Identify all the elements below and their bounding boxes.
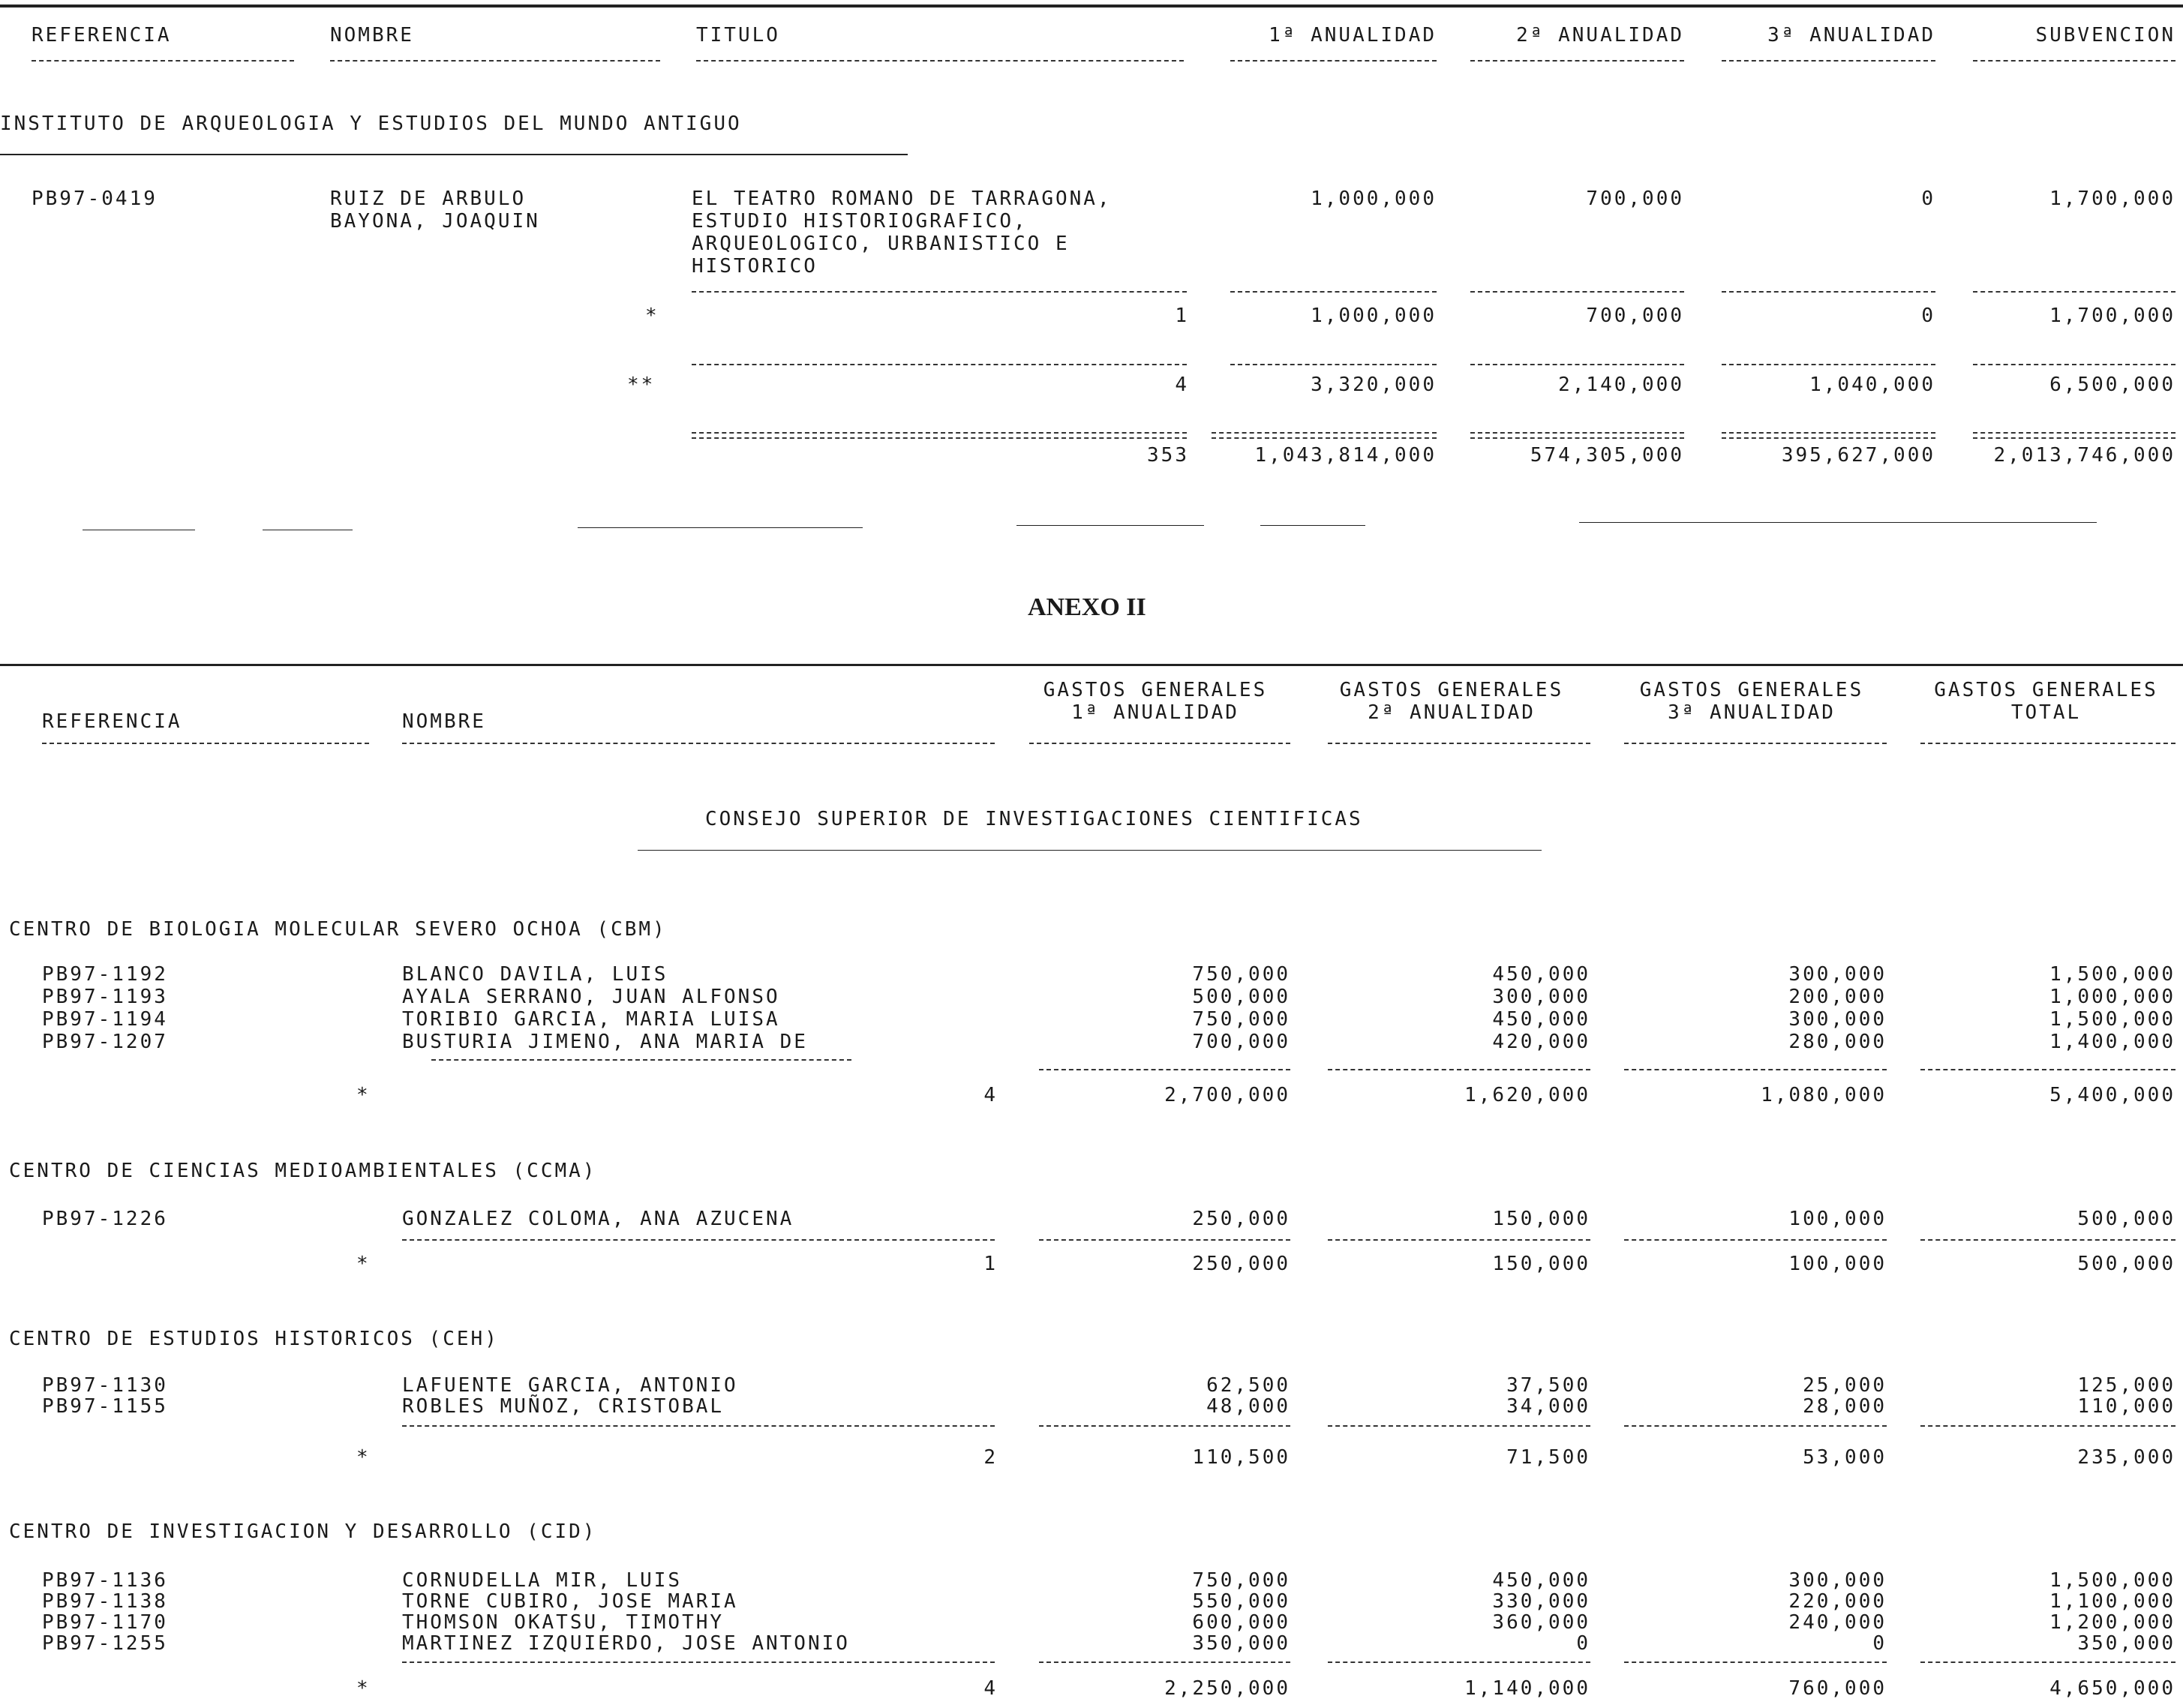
group-total-rule bbox=[1624, 1239, 1887, 1241]
group-total-g2: 1,140,000 bbox=[1464, 1677, 1590, 1700]
annex-header-ref: REFERENCIA bbox=[42, 710, 182, 733]
header-a1: 1ª ANUALIDAD bbox=[1269, 24, 1437, 47]
group-total-g1: 2,250,000 bbox=[1164, 1677, 1290, 1700]
row-g1: 350,000 bbox=[1192, 1632, 1290, 1655]
group-total-count: 4 bbox=[983, 1084, 998, 1106]
row-sub: 1,700,000 bbox=[2049, 188, 2175, 210]
group-total-rule bbox=[1920, 1239, 2175, 1241]
row-ref: PB97-1136 bbox=[42, 1569, 168, 1592]
row-gt: 1,500,000 bbox=[2049, 1008, 2175, 1031]
group-total-gt: 4,650,000 bbox=[2049, 1677, 2175, 1700]
row-name: AYALA SERRANO, JUAN ALFONSO bbox=[402, 986, 780, 1008]
subtotal-count: 1 bbox=[1175, 305, 1189, 327]
group-total-g1: 2,700,000 bbox=[1164, 1084, 1290, 1106]
row-name: GONZALEZ COLOMA, ANA AZUCENA bbox=[402, 1208, 794, 1230]
row-ref: PB97-1255 bbox=[42, 1632, 168, 1655]
group-total-gt: 235,000 bbox=[2077, 1446, 2175, 1469]
header-nombre: NOMBRE bbox=[330, 24, 414, 47]
row-g2: 0 bbox=[1576, 1632, 1590, 1655]
institute-rule bbox=[0, 154, 908, 155]
annex-header-underline bbox=[402, 743, 995, 744]
group-total-g3: 53,000 bbox=[1803, 1446, 1887, 1469]
institute-title: INSTITUTO DE ARQUEOLOGIA Y ESTUDIOS DEL MUNDO ANTIGUO bbox=[0, 113, 742, 135]
annex-header-underline bbox=[1920, 743, 2175, 744]
group-total-count: 4 bbox=[983, 1677, 998, 1700]
grand-a2: 574,305,000 bbox=[1530, 444, 1684, 467]
group-total-rule bbox=[1328, 1661, 1590, 1663]
header-titulo: TITULO bbox=[696, 24, 780, 47]
grand-total-rule bbox=[1722, 432, 1935, 439]
annex-header-g1: GASTOS GENERALES 1ª ANUALIDAD bbox=[1043, 679, 1268, 724]
row-g3: 0 bbox=[1872, 1632, 1887, 1655]
subtotal-mark: * bbox=[645, 305, 659, 327]
total2-rule bbox=[1722, 364, 1935, 365]
row-g2: 330,000 bbox=[1492, 1590, 1590, 1613]
center-name: CENTRO DE INVESTIGACION Y DESARROLLO (CID) bbox=[9, 1520, 597, 1543]
row-g2: 420,000 bbox=[1492, 1031, 1590, 1053]
row-g3: 300,000 bbox=[1788, 963, 1887, 986]
row-g1: 48,000 bbox=[1206, 1395, 1290, 1418]
row-gt: 500,000 bbox=[2077, 1208, 2175, 1230]
group-total-rule bbox=[1624, 1425, 1887, 1427]
row-gt: 1,400,000 bbox=[2049, 1031, 2175, 1053]
row-g1: 600,000 bbox=[1192, 1611, 1290, 1634]
row-ref: PB97-1155 bbox=[42, 1395, 168, 1418]
grand-count: 353 bbox=[1147, 444, 1189, 467]
group-total-g2: 71,500 bbox=[1506, 1446, 1590, 1469]
grand-total-rule bbox=[692, 432, 1187, 439]
group-total-rule bbox=[1039, 1069, 1290, 1070]
row-g2: 150,000 bbox=[1492, 1208, 1590, 1230]
subtotal-a2: 700,000 bbox=[1586, 305, 1684, 327]
total2-rule bbox=[1470, 364, 1684, 365]
row-g3: 220,000 bbox=[1788, 1590, 1887, 1613]
row-name: BLANCO DAVILA, LUIS bbox=[402, 963, 668, 986]
subtotal-rule bbox=[1230, 291, 1437, 293]
row-ref: PB97-1138 bbox=[42, 1590, 168, 1613]
annex-header-nombre: NOMBRE bbox=[402, 710, 486, 733]
header-a3: 3ª ANUALIDAD bbox=[1767, 24, 1935, 47]
row-ref: PB97-1192 bbox=[42, 963, 168, 986]
row-gt: 350,000 bbox=[2077, 1632, 2175, 1655]
total2-a1: 3,320,000 bbox=[1311, 374, 1437, 396]
group-total-rule bbox=[1039, 1661, 1290, 1663]
group-total-rule bbox=[1039, 1239, 1290, 1241]
row-g3: 280,000 bbox=[1788, 1031, 1887, 1053]
row-name: ROBLES MUÑOZ, CRISTOBAL bbox=[402, 1395, 725, 1418]
group-total-rule bbox=[402, 1425, 995, 1427]
group-total-g3: 1,080,000 bbox=[1761, 1084, 1887, 1106]
row-ref: PB97-1207 bbox=[42, 1031, 168, 1053]
total2-rule bbox=[692, 364, 1187, 365]
group-total-gt: 5,400,000 bbox=[2049, 1084, 2175, 1106]
subtotal-rule bbox=[692, 291, 1187, 293]
total2-count: 4 bbox=[1175, 374, 1189, 396]
row-name: CORNUDELLA MIR, LUIS bbox=[402, 1569, 683, 1592]
row-gt: 110,000 bbox=[2077, 1395, 2175, 1418]
total2-rule bbox=[1230, 364, 1437, 365]
row-g1: 62,500 bbox=[1206, 1374, 1290, 1397]
total2-a2: 2,140,000 bbox=[1558, 374, 1684, 396]
row-g3: 28,000 bbox=[1803, 1395, 1887, 1418]
row-name: TORIBIO GARCIA, MARIA LUISA bbox=[402, 1008, 780, 1031]
row-name: RUIZ DE ARBULO BAYONA, JOAQUIN bbox=[330, 188, 540, 233]
row-g1: 750,000 bbox=[1192, 1008, 1290, 1031]
row-a2: 700,000 bbox=[1586, 188, 1684, 210]
row-g3: 200,000 bbox=[1788, 986, 1887, 1008]
header-underline bbox=[32, 60, 294, 62]
row-gt: 1,500,000 bbox=[2049, 1569, 2175, 1592]
group-total-rule bbox=[431, 1059, 851, 1061]
row-g2: 300,000 bbox=[1492, 986, 1590, 1008]
row-g3: 300,000 bbox=[1788, 1008, 1887, 1031]
group-total-rule bbox=[1328, 1425, 1590, 1427]
total2-sub: 6,500,000 bbox=[2049, 374, 2175, 396]
annex-header-underline bbox=[1029, 743, 1290, 744]
subtotal-rule bbox=[1722, 291, 1935, 293]
row-ref: PB97-1193 bbox=[42, 986, 168, 1008]
row-g1: 750,000 bbox=[1192, 963, 1290, 986]
subtotal-rule bbox=[1973, 291, 2175, 293]
row-gt: 1,100,000 bbox=[2049, 1590, 2175, 1613]
annex-header-g3: GASTOS GENERALES 3ª ANUALIDAD bbox=[1639, 679, 1864, 724]
group-total-gt: 500,000 bbox=[2077, 1253, 2175, 1275]
group-total-count: 1 bbox=[983, 1253, 998, 1275]
separator-rule bbox=[1260, 525, 1365, 526]
row-name: BUSTURIA JIMENO, ANA MARIA DE bbox=[402, 1031, 808, 1053]
row-g1: 500,000 bbox=[1192, 986, 1290, 1008]
subtotal-a1: 1,000,000 bbox=[1311, 305, 1437, 327]
annex-header-underline bbox=[1328, 743, 1590, 744]
group-total-g2: 150,000 bbox=[1492, 1253, 1590, 1275]
group-total-rule bbox=[402, 1661, 995, 1663]
header-underline bbox=[696, 60, 1184, 62]
row-ref: PB97-1170 bbox=[42, 1611, 168, 1634]
center-name: CENTRO DE CIENCIAS MEDIOAMBIENTALES (CCMA) bbox=[9, 1160, 597, 1182]
group-total-g1: 250,000 bbox=[1192, 1253, 1290, 1275]
group-total-rule bbox=[1920, 1069, 2175, 1070]
group-total-rule bbox=[1328, 1239, 1590, 1241]
row-g2: 360,000 bbox=[1492, 1611, 1590, 1634]
group-total-rule bbox=[1039, 1425, 1290, 1427]
row-g1: 700,000 bbox=[1192, 1031, 1290, 1053]
row-title: EL TEATRO ROMANO DE TARRAGONA, ESTUDIO HISTORIOGRAFICO, ARQUEOLOGICO, URBANISTICO E HISTORICO bbox=[692, 188, 1112, 278]
row-g2: 37,500 bbox=[1506, 1374, 1590, 1397]
header-sub: SUBVENCION bbox=[2035, 24, 2175, 47]
row-gt: 1,200,000 bbox=[2049, 1611, 2175, 1634]
header-underline bbox=[1230, 60, 1437, 62]
total2-a3: 1,040,000 bbox=[1809, 374, 1935, 396]
row-name: TORNE CUBIRO, JOSE MARIA bbox=[402, 1590, 738, 1613]
center-name: CENTRO DE BIOLOGIA MOLECULAR SEVERO OCHOA (CBM) bbox=[9, 918, 667, 941]
row-ref: PB97-1130 bbox=[42, 1374, 168, 1397]
header-underline bbox=[1722, 60, 1935, 62]
row-g3: 240,000 bbox=[1788, 1611, 1887, 1634]
group-total-mark: * bbox=[356, 1253, 371, 1275]
council-rule bbox=[638, 850, 1542, 851]
row-g1: 750,000 bbox=[1192, 1569, 1290, 1592]
grand-total-rule bbox=[1973, 432, 2175, 439]
group-total-g1: 110,500 bbox=[1192, 1446, 1290, 1469]
row-gt: 1,500,000 bbox=[2049, 963, 2175, 986]
row-name: THOMSON OKATSU, TIMOTHY bbox=[402, 1611, 725, 1634]
annex-title: ANEXO II bbox=[1028, 593, 1146, 621]
row-a1: 1,000,000 bbox=[1311, 188, 1437, 210]
grand-a1: 1,043,814,000 bbox=[1254, 444, 1437, 467]
row-ref: PB97-1194 bbox=[42, 1008, 168, 1031]
group-total-rule bbox=[1624, 1661, 1887, 1663]
center-name: CENTRO DE ESTUDIOS HISTORICOS (CEH) bbox=[9, 1328, 499, 1350]
annex-header-gt: GASTOS GENERALES TOTAL bbox=[1934, 679, 2158, 724]
grand-total-rule bbox=[1470, 432, 1684, 439]
annex-header-underline bbox=[1624, 743, 1887, 744]
header-a2: 2ª ANUALIDAD bbox=[1516, 24, 1684, 47]
group-total-rule bbox=[1624, 1069, 1887, 1070]
row-g3: 300,000 bbox=[1788, 1569, 1887, 1592]
grand-sub: 2,013,746,000 bbox=[1993, 444, 2175, 467]
row-name: MARTINEZ IZQUIERDO, JOSE ANTONIO bbox=[402, 1632, 850, 1655]
header-underline bbox=[1470, 60, 1684, 62]
group-total-rule bbox=[1328, 1069, 1590, 1070]
council-title: CONSEJO SUPERIOR DE INVESTIGACIONES CIENTIFICAS bbox=[705, 808, 1363, 830]
header-underline bbox=[330, 60, 660, 62]
row-g3: 100,000 bbox=[1788, 1208, 1887, 1230]
group-total-rule bbox=[402, 1239, 995, 1241]
row-name: LAFUENTE GARCIA, ANTONIO bbox=[402, 1374, 738, 1397]
row-g1: 250,000 bbox=[1192, 1208, 1290, 1230]
group-total-rule bbox=[1920, 1425, 2175, 1427]
header-underline bbox=[1973, 60, 2175, 62]
top-rule bbox=[0, 5, 2183, 8]
row-ref: PB97-1226 bbox=[42, 1208, 168, 1230]
group-total-g3: 100,000 bbox=[1788, 1253, 1887, 1275]
separator-rule bbox=[1016, 525, 1204, 526]
group-total-mark: * bbox=[356, 1084, 371, 1106]
row-a3: 0 bbox=[1921, 188, 1935, 210]
total2-mark: ** bbox=[627, 374, 656, 396]
group-total-mark: * bbox=[356, 1677, 371, 1700]
row-gt: 1,000,000 bbox=[2049, 986, 2175, 1008]
annex-top-rule bbox=[0, 664, 2183, 666]
separator-rule bbox=[1579, 522, 2097, 523]
row-g3: 25,000 bbox=[1803, 1374, 1887, 1397]
header-ref: REFERENCIA bbox=[32, 24, 172, 47]
total2-rule bbox=[1973, 364, 2175, 365]
row-ref: PB97-0419 bbox=[32, 188, 158, 210]
group-total-rule bbox=[1920, 1661, 2175, 1663]
row-g2: 450,000 bbox=[1492, 963, 1590, 986]
row-g1: 550,000 bbox=[1192, 1590, 1290, 1613]
group-total-count: 2 bbox=[983, 1446, 998, 1469]
separator-rule bbox=[578, 527, 863, 528]
annex-header-underline bbox=[42, 743, 369, 744]
row-gt: 125,000 bbox=[2077, 1374, 2175, 1397]
group-total-g2: 1,620,000 bbox=[1464, 1084, 1590, 1106]
annex-header-g2: GASTOS GENERALES 2ª ANUALIDAD bbox=[1339, 679, 1564, 724]
group-total-mark: * bbox=[356, 1446, 371, 1469]
subtotal-sub: 1,700,000 bbox=[2049, 305, 2175, 327]
row-g2: 450,000 bbox=[1492, 1008, 1590, 1031]
row-g2: 34,000 bbox=[1506, 1395, 1590, 1418]
grand-total-rule bbox=[1212, 432, 1437, 439]
row-g2: 450,000 bbox=[1492, 1569, 1590, 1592]
subtotal-rule bbox=[1470, 291, 1684, 293]
grand-a3: 395,627,000 bbox=[1781, 444, 1935, 467]
subtotal-a3: 0 bbox=[1921, 305, 1935, 327]
group-total-g3: 760,000 bbox=[1788, 1677, 1887, 1700]
